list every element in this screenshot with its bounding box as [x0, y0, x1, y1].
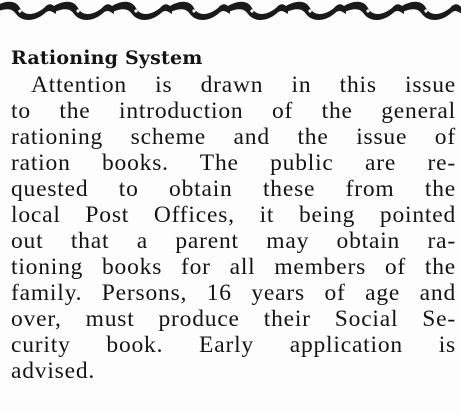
body-line-2: to the introduction of the general	[11, 98, 456, 124]
article-headline: Rationing System	[11, 47, 203, 69]
body-line-3: rationing scheme and the issue of	[11, 124, 456, 150]
body-line-7: out that a parent may obtain ra-	[11, 228, 456, 254]
body-line-1: Attention is drawn in this issue	[31, 72, 456, 98]
body-line-10: over, must produce their Social Se-	[11, 306, 456, 332]
body-line-11: curity book. Early application is	[11, 332, 456, 358]
decorative-rule	[0, 0, 461, 22]
body-line-5: quested to obtain these from the	[11, 176, 456, 202]
body-line-8: tioning books for all members of the	[11, 254, 456, 280]
body-line-9: family. Persons, 16 years of age and	[11, 280, 456, 306]
body-line-4: ration books. The public are re-	[11, 150, 456, 176]
body-line-6: local Post Offices, it being pointed	[11, 202, 456, 228]
body-line-12: advised.	[11, 358, 96, 384]
